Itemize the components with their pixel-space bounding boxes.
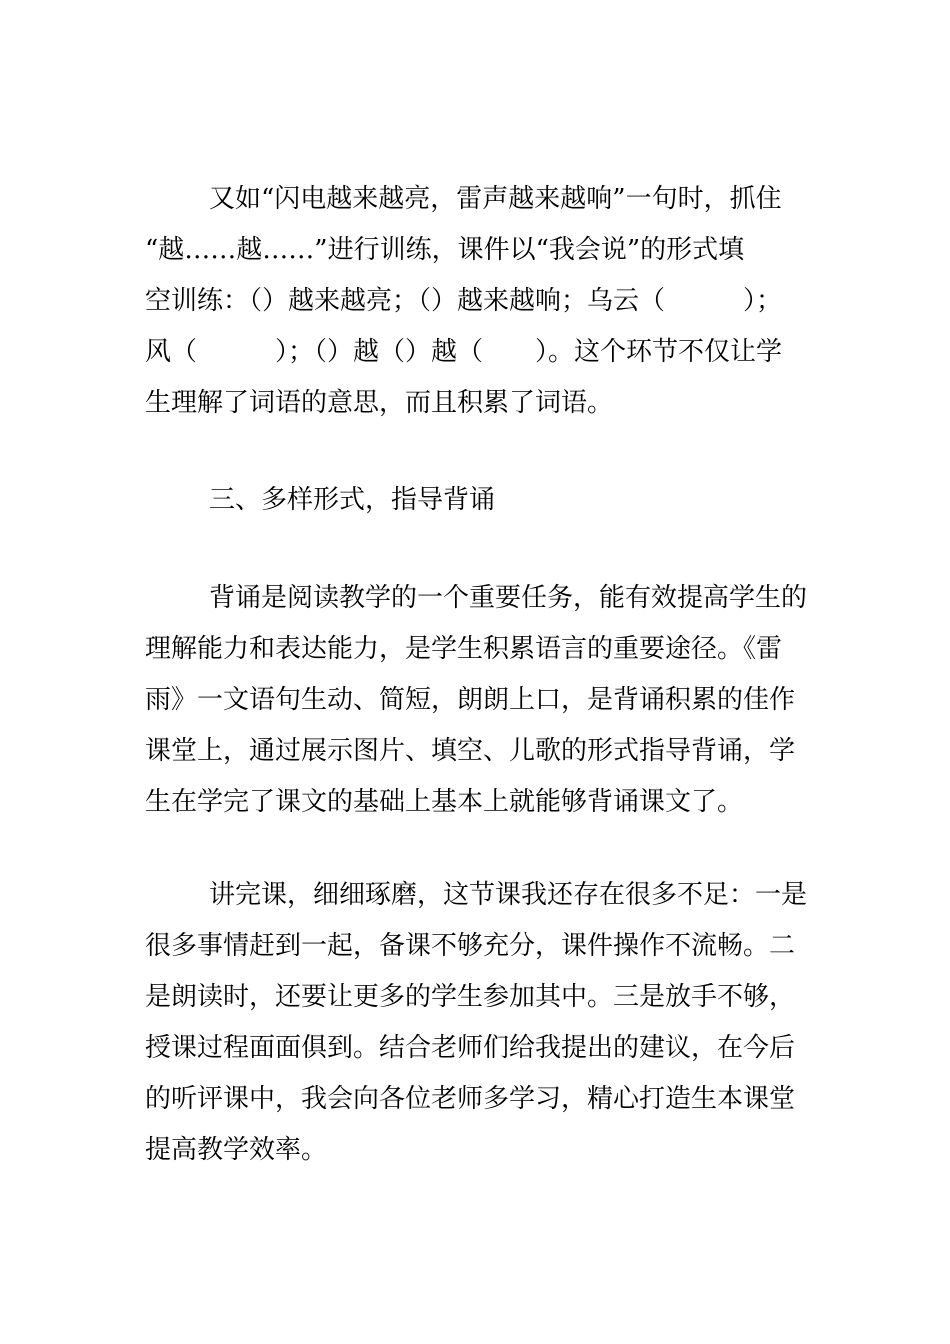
text-line: 生理解了词语的意思，而且积累了词语。: [145, 388, 614, 418]
text-line: 的听评课中，我会向各位老师多学习，精心打造生本课堂: [145, 1084, 796, 1114]
text-line: 是朗读时，还要让更多的学生参加其中。三是放手不够，: [145, 982, 796, 1012]
text-line: 授课过程面面俱到。结合老师们给我提出的建议，在今后: [145, 1033, 796, 1063]
text-line: 讲完课，细细琢磨，这节课我还存在很多不足：一是: [209, 880, 808, 910]
text-line: 背诵是阅读教学的一个重要任务，能有效提高学生的: [209, 583, 808, 613]
text-line: 空训练：（）越来越亮；（）越来越响；乌云（ ）；: [145, 286, 783, 316]
paragraph-recitation: [145, 573, 810, 828]
section-heading: 三、多样形式，指导背诵: [209, 485, 496, 515]
text-line: 风（ ）；（）越（）越（ ）。这个环节不仅让学: [145, 337, 783, 367]
text-line: 课堂上，通过展示图片、填空、儿歌的形式指导背诵，学: [145, 736, 796, 766]
text-line: 提高教学效率。: [145, 1135, 328, 1165]
text-line: 雨》一文语句生动、简短，朗朗上口，是背诵积累的佳作: [145, 685, 796, 715]
text-line: 又如“闪电越来越亮，雷声越来越响”一句时，抓住: [209, 184, 782, 214]
paragraph-reflection: [145, 870, 810, 1176]
text-line: “越……越……”进行训练，课件以“我会说”的形式填: [145, 235, 745, 265]
text-line: 生在学完了课文的基础上基本上就能够背诵课文了。: [145, 787, 744, 817]
text-line: 很多事情赶到一起，备课不够充分，课件操作不流畅。二: [145, 931, 796, 961]
text-line: 理解能力和表达能力，是学生积累语言的重要途径。《雷: [145, 634, 783, 664]
paragraph-example-training: [145, 174, 810, 429]
